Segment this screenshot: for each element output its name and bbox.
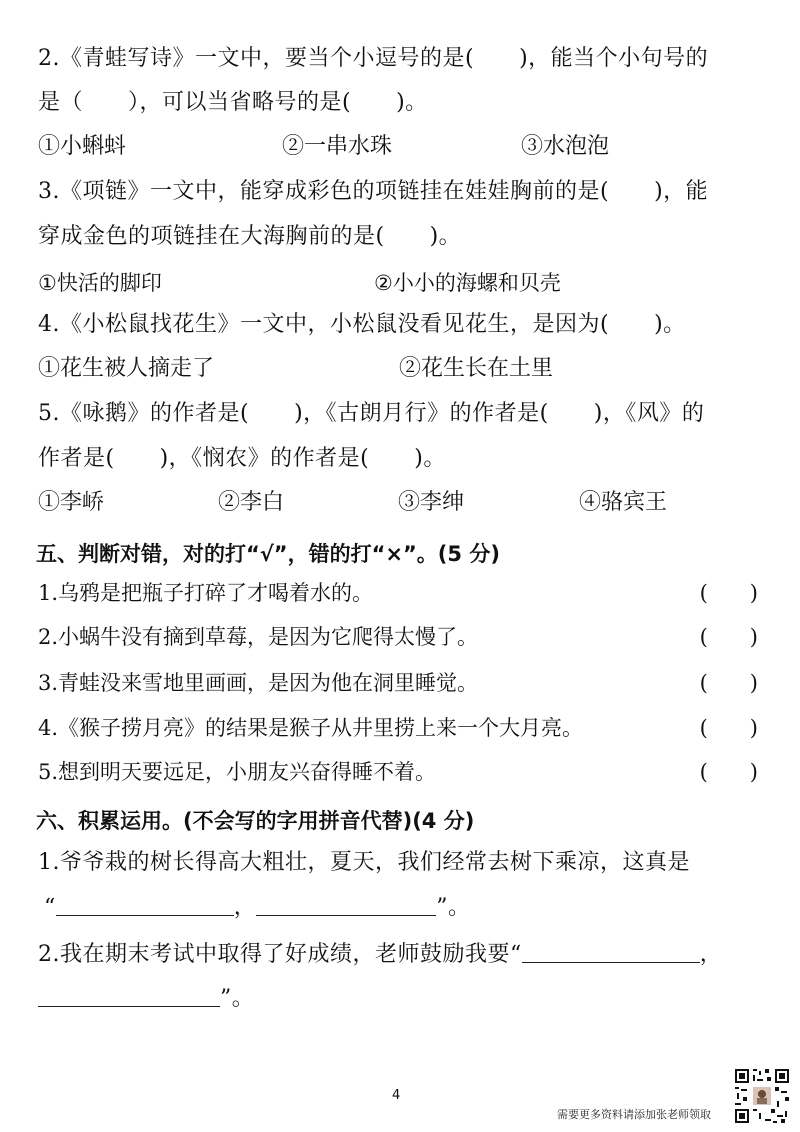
section6-title: 六、积累运用。(不会写的字用拼音代替)(4 分) <box>36 809 475 833</box>
q2-option-1: ①小蝌蚪 <box>38 134 127 159</box>
qr-code-icon <box>733 1067 791 1125</box>
s6-q2-close-quote: ”。 <box>220 986 255 1011</box>
s6-q1-line-1: 1.爷爷栽的树长得高大粗壮，夏天，我们经常去树下乘凉，这真是 <box>38 850 690 875</box>
s6-q2-line-1 <box>38 940 770 970</box>
judge-item-1-answer[interactable]: ( ) <box>699 581 758 605</box>
judge-item-3 <box>38 668 758 698</box>
q2-options <box>38 132 770 162</box>
q5-line-2: 作者是( )，《悯农》的作者是( )。 <box>38 446 446 471</box>
q5-option-2: ②李白 <box>218 490 285 515</box>
judge-item-2 <box>38 622 758 652</box>
q3-line-1: 3.《项链》一文中，能穿成彩色的项链挂在娃娃胸前的是( )，能 <box>38 179 709 204</box>
judge-item-3-answer[interactable]: ( ) <box>699 671 758 695</box>
s6-q1-comma: ， <box>233 895 257 920</box>
judge-item-4 <box>38 713 758 743</box>
q5-option-4: ④骆宾王 <box>579 490 668 515</box>
q2-option-2: ②一串水珠 <box>282 134 393 159</box>
q4-line-1: 4.《小松鼠找花生》一文中，小松鼠没看见花生，是因为( )。 <box>38 312 686 337</box>
s6-q1-blank-2[interactable] <box>256 893 436 916</box>
s6-q1-line-2 <box>44 893 770 923</box>
judge-item-2-answer[interactable]: ( ) <box>699 625 758 649</box>
s6-q1-close-quote: ”。 <box>436 895 471 920</box>
judge-item-1 <box>38 578 758 608</box>
q4-option-2: ②花生长在土里 <box>399 356 554 381</box>
q3-option-1: ①快活的脚印 <box>38 271 162 295</box>
q4-options <box>38 354 770 384</box>
s6-q2-blank-1[interactable] <box>522 940 700 963</box>
s6-q2-text: 2.我在期末考试中取得了好成绩，老师鼓励我要“ <box>38 942 522 967</box>
q5-line-1: 5.《咏鹅》的作者是( )，《古朗月行》的作者是( )，《风》的 <box>38 401 705 426</box>
s6-q2-blank-2[interactable] <box>38 984 220 1007</box>
q3-line-2: 穿成金色的项链挂在大海胸前的是( )。 <box>38 224 462 249</box>
q4-option-1: ①花生被人摘走了 <box>38 356 215 381</box>
judge-item-4-text: 4.《猴子捞月亮》的结果是猴子从井里捞上来一个大月亮。 <box>38 716 584 740</box>
page-number: 4 <box>392 1088 401 1103</box>
s6-q1-blank-1[interactable] <box>56 893 234 916</box>
judge-item-4-answer[interactable]: ( ) <box>699 716 758 740</box>
s6-q2-comma: ， <box>699 942 723 967</box>
q2-line-2: 是（ ），可以当省略号的是( )。 <box>38 90 428 115</box>
judge-item-1-text: 1.乌鸦是把瓶子打碎了才喝着水的。 <box>38 581 374 605</box>
judge-item-5-text: 5.想到明天要远足，小朋友兴奋得睡不着。 <box>38 760 437 784</box>
judge-item-3-text: 3.青蛙没来雪地里画画，是因为他在洞里睡觉。 <box>38 671 479 695</box>
q5-options <box>38 488 770 518</box>
q5-option-1: ①李峤 <box>38 490 105 515</box>
q5-option-3: ③李绅 <box>398 490 465 515</box>
s6-q2-line-2 <box>38 984 770 1014</box>
q3-options <box>38 268 770 298</box>
q2-option-3: ③水泡泡 <box>521 134 610 159</box>
judge-item-2-text: 2.小蜗牛没有摘到草莓，是因为它爬得太慢了。 <box>38 625 479 649</box>
judge-item-5 <box>38 757 758 787</box>
s6-q1-open-quote: “ <box>44 895 56 920</box>
judge-item-5-answer[interactable]: ( ) <box>699 760 758 784</box>
footer-note: 需要更多资料请添加张老师领取 <box>557 1108 711 1121</box>
q2-line-1: 2.《青蛙写诗》一文中，要当个小逗号的是( )，能当个小句号的 <box>38 46 709 71</box>
q3-option-2: ②小小的海螺和贝壳 <box>374 271 561 295</box>
section5-title: 五、判断对错，对的打“√”，错的打“×”。(5 分) <box>36 542 500 566</box>
